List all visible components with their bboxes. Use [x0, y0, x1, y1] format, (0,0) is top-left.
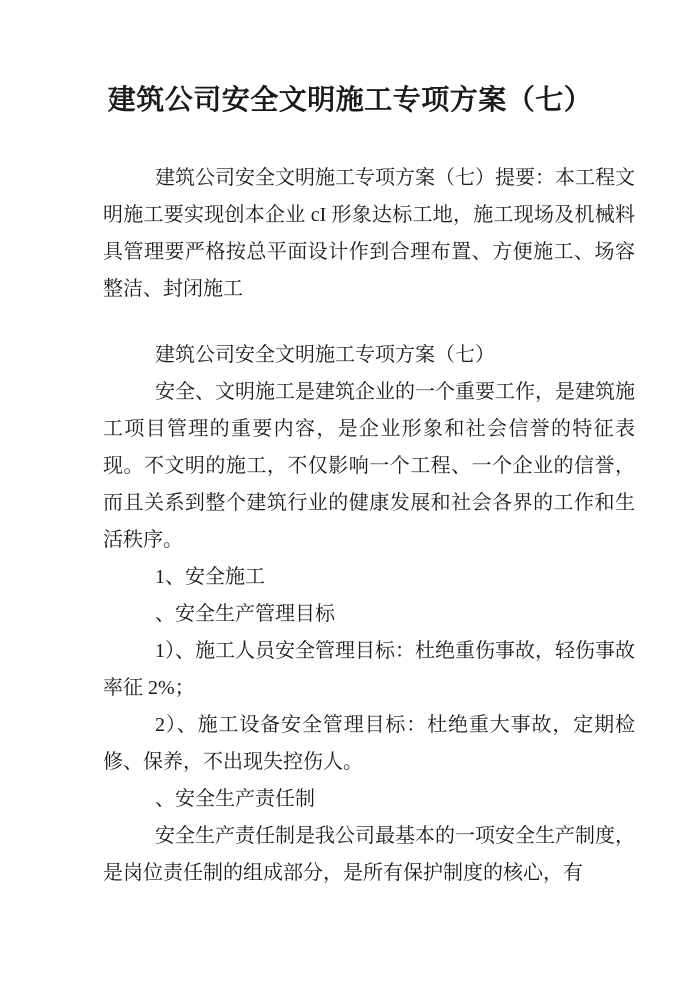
paragraph: 安全生产责任制是我公司最基本的一项安全生产制度，是岗位责任制的组成部分，是所有保护制度的核心，有: [103, 825, 635, 884]
paragraph: 、安全生产责任制: [155, 788, 315, 810]
paragraph: 安全、文明施工是建筑企业的一个重要工作，是建筑施工项目管理的重要内容，是企业形象和社会信誉的特征表现。不文明的施工，不仅影响一个工程、一个企业的信誉，而且关系到整个建筑行业的健康发展和社会各界的工作和生活秩序。: [103, 381, 635, 551]
document-body: [0, 160, 700, 892]
document-title: 建筑公司安全文明施工专项方案（七）: [107, 85, 593, 116]
paragraph: 1）、施工人员安全管理目标：杜绝重伤事故，轻伤事故率征 2%；: [103, 640, 635, 699]
paragraph: 2）、施工设备安全管理目标：杜绝重大事故，定期检修、保养，不出现失控伤人。: [103, 714, 635, 773]
paragraph: 建筑公司安全文明施工专项方案（七）: [155, 344, 495, 366]
paragraph: 建筑公司安全文明施工专项方案（七）提要：本工程文明施工要实现创本企业 cI 形象达标工地，施工现场及机械料具管理要严格按总平面设计作到合理布置、方便施工、场容整洁、封闭施工: [103, 167, 635, 300]
paragraph: 1、安全施工: [155, 566, 265, 588]
paragraph: 、安全生产管理目标: [155, 603, 335, 625]
